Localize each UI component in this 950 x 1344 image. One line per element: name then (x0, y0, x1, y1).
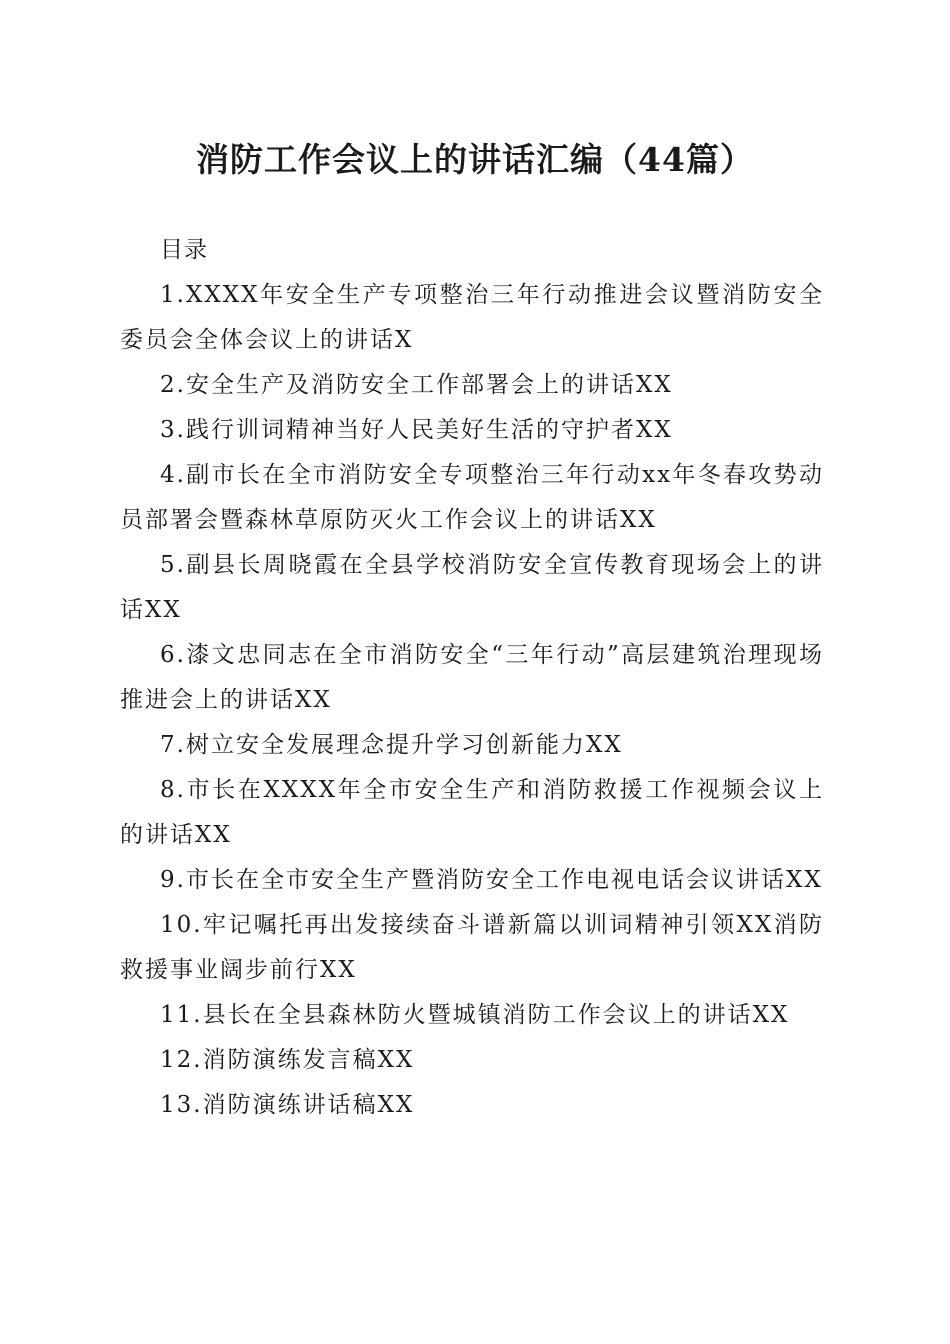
toc-heading: 目录 (160, 237, 208, 263)
toc-item-12: 12.消防演练发言稿XX (160, 1047, 415, 1073)
toc-list (120, 273, 824, 1128)
table-of-contents (120, 228, 824, 1128)
toc-item-1: 1.XXXX年安全生产专项整治三年行动推进会议暨消防安全委员会全体会议上的讲话X (120, 282, 824, 353)
toc-item-8: 8.市长在XXXX年全市安全生产和消防救援工作视频会议上的讲话XX (120, 777, 824, 848)
toc-item-4: 4.副市长在全市消防安全专项整治三年行动xx年冬春攻势动员部署会暨森林草原防灭火工作会议上的讲话XX (120, 462, 824, 533)
toc-item-7: 7.树立安全发展理念提升学习创新能力XX (160, 732, 623, 758)
toc-item-5: 5.副县长周晓霞在全县学校消防安全宣传教育现场会上的讲话XX (120, 552, 824, 623)
toc-item-2: 2.安全生产及消防安全工作部署会上的讲话XX (160, 372, 673, 398)
toc-item-11: 11.县长在全县森林防火暨城镇消防工作会议上的讲话XX (160, 1002, 790, 1028)
toc-item-10: 10.牢记嘱托再出发接续奋斗谱新篇以训词精神引领XX消防救援事业阔步前行XX (120, 912, 824, 983)
toc-item-6: 6.漆文忠同志在全市消防安全“三年行动”高层建筑治理现场推进会上的讲话XX (120, 642, 824, 713)
toc-item-9: 9.市长在全市安全生产暨消防安全工作电视电话会议讲话XX (160, 867, 823, 893)
toc-item-13: 13.消防演练讲话稿XX (160, 1092, 415, 1118)
document-title: 消防工作会议上的讲话汇编（44篇） (196, 140, 754, 179)
toc-item-3: 3.践行训词精神当好人民美好生活的守护者XX (160, 417, 673, 443)
